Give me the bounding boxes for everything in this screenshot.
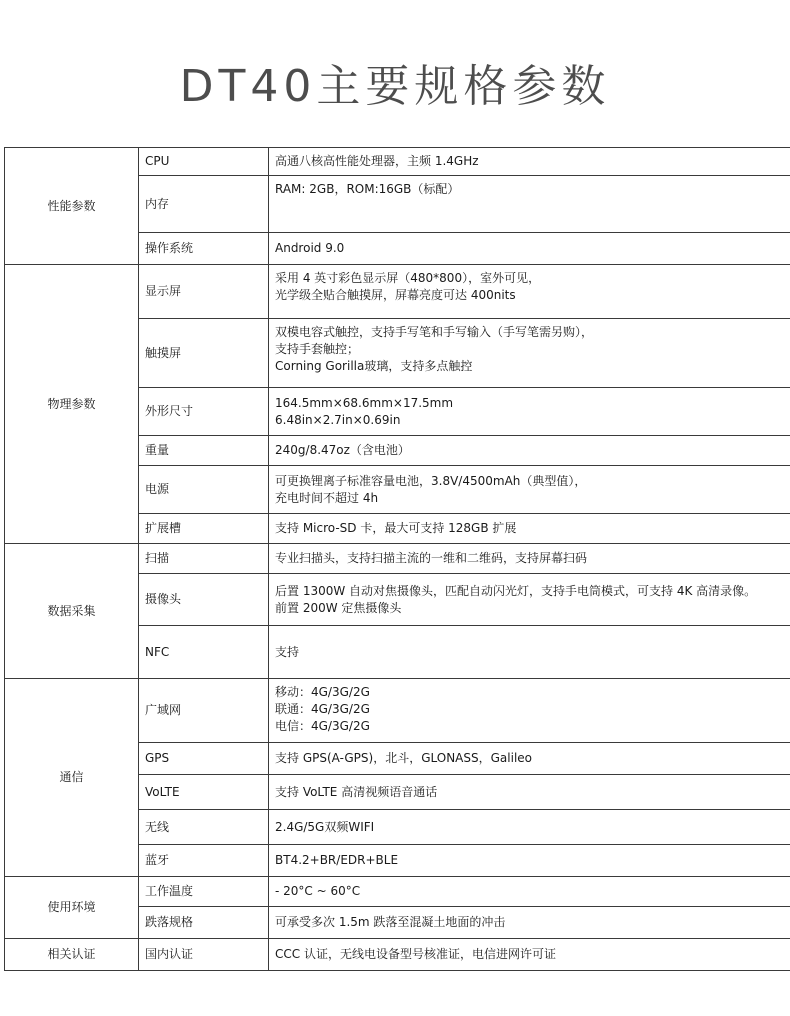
spec-value-line: 支持 Micro-SD 卡，最大可支持 128GB 扩展 <box>275 521 517 535</box>
spec-value-line: 支持 VoLTE 高清视频语音通话 <box>275 784 438 799</box>
spec-value <box>269 466 790 514</box>
spec-value-line: 240g/8.47oz（含电池） <box>275 443 410 457</box>
spec-name: GPS <box>139 743 269 775</box>
category-cell <box>5 679 139 877</box>
spec-name: 无线 <box>139 810 269 845</box>
category-cell <box>5 877 139 939</box>
spec-value-line: 联通：4G/3G/2G <box>275 702 370 716</box>
category-label: 相关认证 <box>47 947 96 961</box>
spec-name: 蓝牙 <box>139 845 269 877</box>
spec-value-line: 支持手套触控； <box>275 342 360 356</box>
spec-value <box>269 544 790 574</box>
spec-name: 广域网 <box>139 679 269 743</box>
spec-name: NFC <box>139 626 269 679</box>
spec-value-line: 支持 GPS(A-GPS)，北斗，GLONASS，Galileo <box>275 751 532 765</box>
spec-name: 触摸屏 <box>139 319 269 388</box>
spec-value <box>269 233 790 265</box>
spec-value-line: 可承受多次 1.5m 跌落至混凝土地面的冲击 <box>275 915 506 929</box>
spec-name: 内存 <box>139 176 269 233</box>
spec-value-line: 2.4G/5G双频WIFI <box>275 819 375 834</box>
spec-value-line: 可更换锂离子标准容量电池，3.8V/4500mAh（典型值）， <box>275 473 587 488</box>
spec-value <box>269 845 790 877</box>
spec-value-line: 专业扫描头，支持扫描主流的一维和二维码，支持屏幕扫码 <box>275 551 588 565</box>
spec-value <box>269 388 790 436</box>
spec-value <box>269 148 790 176</box>
spec-value <box>269 319 790 388</box>
spec-value <box>269 436 790 466</box>
spec-value <box>269 574 790 626</box>
spec-value <box>269 877 790 907</box>
spec-name: 重量 <box>139 436 269 466</box>
spec-name: 国内认证 <box>139 939 269 971</box>
category-label: 数据采集 <box>47 603 96 618</box>
spec-row <box>5 265 790 319</box>
category-cell <box>5 265 139 544</box>
spec-value <box>269 679 790 743</box>
spec-value-line: 后置 1300W 自动对焦摄像头，匹配自动闪光灯，支持手电筒模式，可支持 4K 高清录像。 <box>275 583 757 598</box>
spec-value-line: 6.48in×2.7in×0.69in <box>275 412 401 427</box>
category-label: 使用环境 <box>47 900 96 914</box>
spec-value <box>269 265 790 319</box>
spec-value <box>269 775 790 810</box>
spec-value-line: 高通八核高性能处理器，主频 1.4GHz <box>275 154 479 168</box>
spec-name: 工作温度 <box>139 877 269 907</box>
spec-row <box>5 877 790 907</box>
spec-value <box>269 907 790 939</box>
spec-value-line: 充电时间不超过 4h <box>275 490 379 505</box>
spec-value-line: 支持 <box>275 644 300 659</box>
spec-value-line: - 20°C ~ 60°C <box>275 884 361 898</box>
spec-value-line: 前置 200W 定焦摄像头 <box>275 600 402 615</box>
category-cell <box>5 939 139 971</box>
spec-name: CPU <box>139 148 269 176</box>
spec-row <box>5 544 790 574</box>
spec-value-line: Corning Gorilla玻璃，支持多点触控 <box>275 359 473 373</box>
category-cell <box>5 148 139 265</box>
page-title: DT40主要规格参数 <box>179 61 611 112</box>
category-label: 物理参数 <box>47 396 96 411</box>
spec-row <box>5 148 790 176</box>
category-label: 通信 <box>59 770 84 784</box>
spec-name: 扩展槽 <box>139 514 269 544</box>
spec-name: 摄像头 <box>139 574 269 626</box>
spec-value-line: RAM: 2GB，ROM:16GB（标配） <box>275 182 460 196</box>
spec-value <box>269 743 790 775</box>
spec-value <box>269 176 790 233</box>
spec-value <box>269 810 790 845</box>
spec-row <box>5 679 790 743</box>
spec-value-line: 电信：4G/3G/2G <box>275 719 370 733</box>
spec-name: 电源 <box>139 466 269 514</box>
category-label: 性能参数 <box>47 198 96 213</box>
spec-value-line: 移动：4G/3G/2G <box>275 685 370 699</box>
spec-row <box>5 939 790 971</box>
spec-table <box>4 147 790 971</box>
spec-value-line: 光学级全贴合触摸屏，屏幕亮度可达 400nits <box>275 288 516 302</box>
spec-name: 操作系统 <box>139 233 269 265</box>
spec-value-line: 双模电容式触控，支持手写笔和手写输入（手写笔需另购）， <box>275 325 594 339</box>
category-cell <box>5 544 139 679</box>
spec-name: 外形尺寸 <box>139 388 269 436</box>
spec-value-line: CCC 认证，无线电设备型号核准证，电信进网许可证 <box>275 947 556 961</box>
spec-value <box>269 626 790 679</box>
spec-value-line: BT4.2+BR/EDR+BLE <box>275 853 399 867</box>
spec-value-line: Android 9.0 <box>275 241 345 255</box>
spec-name: VoLTE <box>139 775 269 810</box>
spec-name: 跌落规格 <box>139 907 269 939</box>
spec-value-line: 采用 4 英寸彩色显示屏（480*800），室外可见， <box>275 271 541 285</box>
spec-value <box>269 939 790 971</box>
spec-value <box>269 514 790 544</box>
spec-name: 扫描 <box>139 544 269 574</box>
spec-value-line: 164.5mm×68.6mm×17.5mm <box>275 395 454 410</box>
spec-name: 显示屏 <box>139 265 269 319</box>
